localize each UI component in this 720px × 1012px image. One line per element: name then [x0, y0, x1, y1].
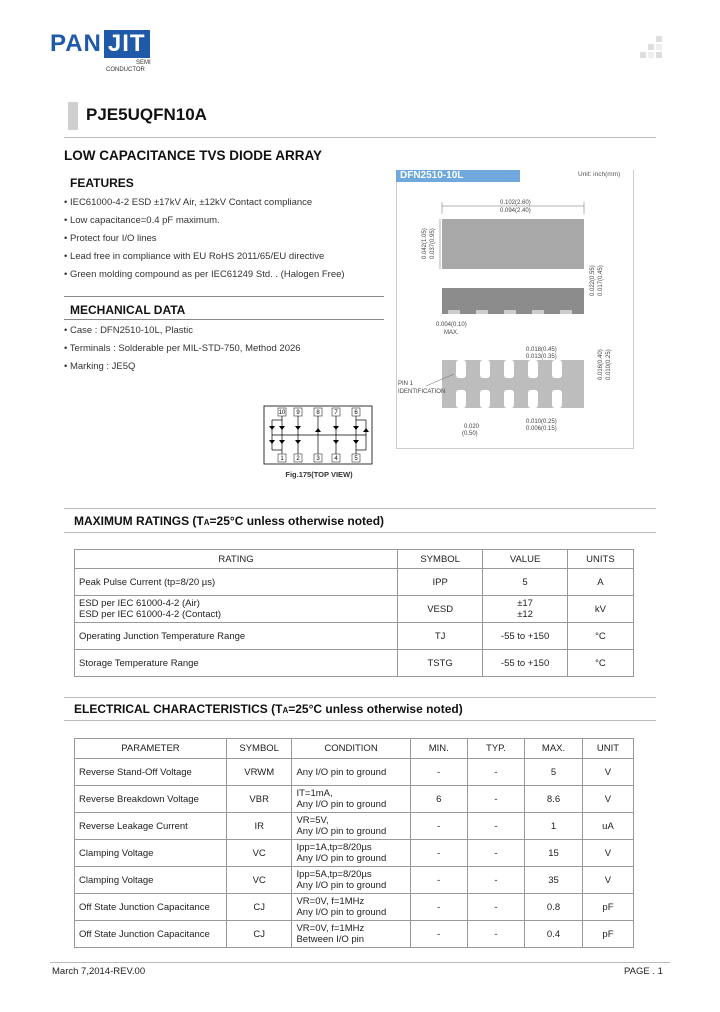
- unit-cell: kV: [567, 596, 633, 623]
- electrical-heading-b: =25°C unless otherwise noted): [288, 702, 463, 716]
- table-row: [75, 921, 634, 948]
- max-cell: 0.8: [525, 894, 583, 921]
- condition-cell: [292, 867, 410, 894]
- min-cell: -: [410, 759, 467, 786]
- max-cell: 15: [525, 840, 583, 867]
- part-number: PJE5UQFN10A: [86, 105, 207, 124]
- pin-label: 3: [316, 456, 320, 462]
- condition-line: Any I/O pin to ground: [296, 853, 387, 864]
- title-accent: [68, 102, 78, 130]
- symbol-cell: CJ: [226, 921, 292, 948]
- min-cell: -: [410, 813, 467, 840]
- col-units: UNITS: [567, 550, 633, 569]
- col-parameter: PARAMETER: [75, 739, 227, 759]
- max-cell: 1: [525, 813, 583, 840]
- table-row: [75, 650, 634, 677]
- max-cell: 0.4: [525, 921, 583, 948]
- pin1-label-b: IDENTIFICATION: [398, 389, 446, 395]
- unit-cell: °C: [567, 623, 633, 650]
- condition-line: Any I/O pin to ground: [296, 880, 387, 891]
- dim-p1: 0.004(0.10): [436, 322, 467, 328]
- max-cell: 5: [525, 759, 583, 786]
- symbol-cell: TJ: [398, 623, 483, 650]
- condition-line: Between I/O pin: [296, 934, 365, 945]
- typ-cell: -: [467, 759, 524, 786]
- pin-label: 4: [334, 456, 338, 462]
- table-header-row: [75, 550, 634, 569]
- table-row: [75, 786, 634, 813]
- corner-dots-icon: [636, 36, 666, 66]
- condition-line: IT=1mA,: [296, 788, 333, 799]
- unit-cell: pF: [582, 894, 633, 921]
- min-cell: -: [410, 921, 467, 948]
- col-value: VALUE: [483, 550, 568, 569]
- typ-cell: -: [467, 813, 524, 840]
- electrical-divider-bottom: [64, 720, 656, 721]
- document-title: LOW CAPACITANCE TVS DIODE ARRAY: [64, 148, 323, 163]
- max-ratings-heading-sub: A: [203, 518, 210, 527]
- feature-item: • IEC61000-4-2 ESD ±17kV Air, ±12kV Contact compliance: [64, 194, 384, 212]
- pin-label: 8: [316, 410, 320, 416]
- dim-pitch2: (0.50): [462, 431, 478, 437]
- max-ratings-table: [74, 549, 634, 677]
- max-ratings-heading-a: MAXIMUM RATINGS (T: [74, 514, 204, 528]
- logo-sub-line1: SEMI: [136, 60, 151, 66]
- ratings-divider-bottom: [64, 532, 656, 533]
- footer-date: March 7,2014-REV.00: [52, 966, 146, 977]
- condition-line: Any I/O pin to ground: [296, 826, 387, 837]
- logo-sub-line2: CONDUCTOR: [106, 67, 145, 73]
- dim-b1: 0.010(0.25): [526, 419, 557, 425]
- value-cell: -55 to +150: [483, 623, 568, 650]
- table-row: [75, 840, 634, 867]
- typ-cell: -: [467, 786, 524, 813]
- col-condition: CONDITION: [292, 739, 410, 759]
- table-row: [75, 569, 634, 596]
- pin-diagram: [262, 404, 376, 466]
- pin-label: 1: [280, 456, 284, 462]
- col-min: MIN.: [410, 739, 467, 759]
- value-cell: 5: [483, 569, 568, 596]
- dim-t1: 0.022(0.55): [590, 265, 596, 296]
- param-cell: Clamping Voltage: [75, 867, 227, 894]
- electrical-divider-top: [64, 697, 656, 698]
- table-row: [75, 623, 634, 650]
- table-row: [75, 867, 634, 894]
- unit-cell: A: [567, 569, 633, 596]
- dim-pitch1: 0.020: [464, 424, 480, 430]
- param-cell: Off State Junction Capacitance: [75, 894, 227, 921]
- package-name: DFN2510-10L: [396, 170, 520, 182]
- symbol-cell: IR: [226, 813, 292, 840]
- feature-item: • Lead free in compliance with EU RoHS 2011/65/EU directive: [64, 248, 384, 266]
- rating-cell: Operating Junction Temperature Range: [75, 623, 398, 650]
- dim-p2: MAX.: [444, 330, 459, 336]
- mechanical-item: • Marking : JE5Q: [64, 358, 384, 376]
- col-unit: UNIT: [582, 739, 633, 759]
- min-cell: -: [410, 840, 467, 867]
- condition-line: Ipp=5A,tp=8/20µs: [296, 869, 372, 880]
- rating-cell: [75, 596, 398, 623]
- col-symbol: SYMBOL: [398, 550, 483, 569]
- logo-pan: PAN: [50, 30, 102, 57]
- symbol-cell: VRWM: [226, 759, 292, 786]
- mechanical-item: • Terminals : Solderable per MIL-STD-750, Method 2026: [64, 340, 384, 358]
- package-top-body: [442, 219, 584, 269]
- condition-line: VR=0V, f=1MHz: [296, 923, 365, 934]
- table-row: [75, 596, 634, 623]
- unit-cell: pF: [582, 921, 633, 948]
- condition-cell: [292, 813, 410, 840]
- rating-line: ESD per IEC 61000-4-2 (Air): [79, 598, 200, 609]
- footer-divider: [50, 962, 670, 963]
- mech-divider-bottom: [64, 319, 384, 320]
- unit-cell: °C: [567, 650, 633, 677]
- pin-label: 2: [296, 456, 300, 462]
- footer-page: PAGE . 1: [624, 966, 663, 977]
- dim-l3: 0.016(0.40): [598, 349, 604, 380]
- value-cell: -55 to +150: [483, 650, 568, 677]
- feature-item: • Protect four I/O lines: [64, 230, 384, 248]
- logo-jit: JIT: [104, 30, 150, 58]
- dim-l4: 0.010(0.25): [606, 349, 612, 380]
- table-row: [75, 894, 634, 921]
- typ-cell: -: [467, 921, 524, 948]
- condition-cell: [292, 921, 410, 948]
- features-list: [64, 194, 384, 284]
- symbol-cell: VC: [226, 840, 292, 867]
- electrical-heading: [74, 702, 463, 716]
- unit-cell: V: [582, 867, 633, 894]
- condition-cell: [292, 786, 410, 813]
- typ-cell: -: [467, 867, 524, 894]
- table-header-row: [75, 739, 634, 759]
- col-rating: RATING: [75, 550, 398, 569]
- min-cell: -: [410, 867, 467, 894]
- mechanical-heading: MECHANICAL DATA: [70, 303, 186, 317]
- pin-label: 10: [278, 410, 286, 416]
- value-line: ±17: [517, 598, 533, 609]
- table-row: [75, 759, 634, 786]
- param-cell: Off State Junction Capacitance: [75, 921, 227, 948]
- condition-cell: [292, 759, 410, 786]
- col-max: MAX.: [525, 739, 583, 759]
- dim-l1: 0.018(0.45): [526, 347, 557, 353]
- symbol-cell: VESD: [398, 596, 483, 623]
- feature-item: • Low capacitance=0.4 pF maximum.: [64, 212, 384, 230]
- max-ratings-heading-b: =25°C unless otherwise noted): [209, 514, 385, 528]
- param-cell: Clamping Voltage: [75, 840, 227, 867]
- rating-cell: Peak Pulse Current (tp=8/20 µs): [75, 569, 398, 596]
- pin-label: 7: [334, 410, 338, 416]
- unit-cell: V: [582, 786, 633, 813]
- typ-cell: -: [467, 840, 524, 867]
- dim-t2: 0.017(0.45): [598, 265, 604, 296]
- header-divider: [64, 137, 656, 138]
- package-unit: Unit: inch(mm): [578, 171, 621, 178]
- panjit-logo: [50, 30, 150, 58]
- symbol-cell: VC: [226, 867, 292, 894]
- max-cell: 35: [525, 867, 583, 894]
- rating-line: ESD per IEC 61000-4-2 (Contact): [79, 609, 222, 620]
- min-cell: 6: [410, 786, 467, 813]
- condition-line: Any I/O pin to ground: [296, 907, 387, 918]
- min-cell: -: [410, 894, 467, 921]
- unit-cell: V: [582, 840, 633, 867]
- rating-cell: Storage Temperature Range: [75, 650, 398, 677]
- condition-line: Any I/O pin to ground: [296, 799, 387, 810]
- value-cell: [483, 596, 568, 623]
- symbol-cell: VBR: [226, 786, 292, 813]
- symbol-cell: TSTG: [398, 650, 483, 677]
- pin1-label-a: PIN 1: [398, 381, 414, 387]
- pin-label: 5: [354, 456, 358, 462]
- pin-label: 6: [354, 410, 358, 416]
- table-row: [75, 813, 634, 840]
- condition-line: Ipp=1A,tp=8/20µs: [296, 842, 372, 853]
- dim-h1: 0.042(1.05): [422, 228, 428, 259]
- mechanical-list: [64, 322, 384, 376]
- condition-cell: [292, 894, 410, 921]
- electrical-heading-a: ELECTRICAL CHARACTERISTICS (T: [74, 702, 283, 716]
- package-drawing: [396, 184, 632, 446]
- symbol-cell: IPP: [398, 569, 483, 596]
- electrical-table: [74, 738, 634, 948]
- feature-item: • Green molding compound as per IEC61249 Std. . (Halogen Free): [64, 266, 384, 284]
- symbol-cell: CJ: [226, 894, 292, 921]
- electrical-heading-sub: A: [282, 706, 289, 715]
- param-cell: Reverse Breakdown Voltage: [75, 786, 227, 813]
- mechanical-item: • Case : DFN2510-10L, Plastic: [64, 322, 384, 340]
- param-cell: Reverse Leakage Current: [75, 813, 227, 840]
- logo-subtitle: [106, 60, 151, 74]
- dim-w1: 0.102(2.60): [500, 200, 531, 206]
- ratings-divider-top: [64, 508, 656, 509]
- typ-cell: -: [467, 894, 524, 921]
- features-heading: FEATURES: [70, 176, 134, 190]
- max-ratings-heading: [74, 514, 384, 528]
- param-cell: Reverse Stand-Off Voltage: [75, 759, 227, 786]
- dim-l2: 0.013(0.35): [526, 354, 557, 360]
- condition-line: VR=5V,: [296, 815, 329, 826]
- col-symbol: SYMBOL: [226, 739, 292, 759]
- max-cell: 8.6: [525, 786, 583, 813]
- mech-divider-top: [64, 296, 384, 297]
- pin-label: 9: [296, 410, 300, 416]
- condition-line: Any I/O pin to ground: [296, 766, 387, 778]
- unit-cell: uA: [582, 813, 633, 840]
- dim-h2: 0.037(0.95): [430, 228, 436, 259]
- dim-b2: 0.006(0.15): [526, 426, 557, 432]
- dim-w2: 0.094(2.40): [500, 208, 531, 214]
- condition-cell: [292, 840, 410, 867]
- pin-diagram-caption: Fig.175(TOP VIEW): [285, 470, 353, 479]
- value-line: ±12: [517, 609, 533, 620]
- col-typ: TYP.: [467, 739, 524, 759]
- unit-cell: V: [582, 759, 633, 786]
- condition-line: VR=0V, f=1MHz: [296, 896, 365, 907]
